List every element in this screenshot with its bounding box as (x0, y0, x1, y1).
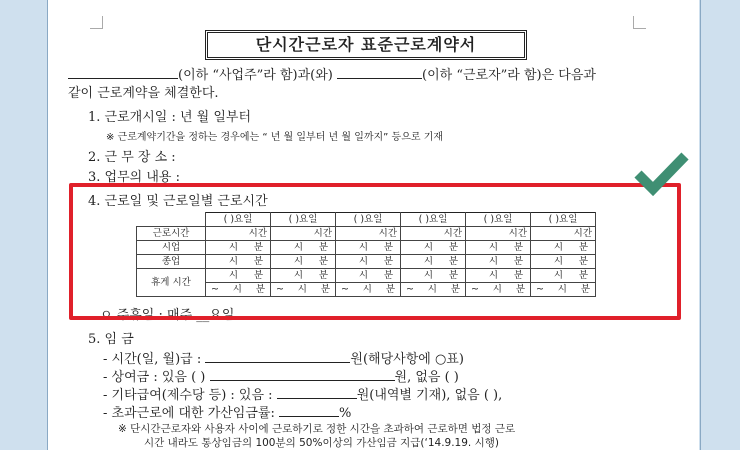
hours-cell[interactable]: 시간 (401, 227, 466, 241)
row-label-hours: 근로시간 (137, 227, 206, 241)
row-label-end: 종업 (137, 255, 206, 269)
end-cell[interactable]: 시 분 (206, 255, 271, 269)
check-icon (633, 150, 691, 196)
day-header[interactable]: ( )요일 (206, 213, 271, 227)
wage-line-hourly: - 시간(일, 월)급 : 원(해당사항에 ○표) (103, 348, 464, 367)
viewer-left-margin (0, 0, 48, 450)
intro-text-b: (이하 “근로자”라 함)은 다음과 (422, 68, 596, 83)
intro-line-1 (68, 64, 596, 83)
document-title: 단시간근로자 표준근로계약서 (205, 30, 527, 60)
hours-cell[interactable]: 시간 (206, 227, 271, 241)
start-cell[interactable]: 시 분 (206, 241, 271, 255)
break-end-cell[interactable]: ~ 시 분 (336, 283, 401, 297)
item-duties: 3. 업무의 내용 : (88, 170, 180, 185)
other-pay-blank[interactable] (277, 385, 357, 399)
weekly-holiday: ㅇ 주휴일 : 매주 __요일 (100, 308, 235, 323)
overtime-note-1: ※ 단시간근로자와 사용자 사이에 근로하기로 정한 시간을 초과하여 근로하면 법정 근로 (118, 423, 516, 435)
break-start-cell[interactable]: 시 분 (336, 269, 401, 283)
start-date-note: ※ 근로계약기간을 정하는 경우에는 “ 년 월 일부터 년 월 일까지” 등으로 기재 (106, 132, 444, 143)
employee-blank[interactable] (337, 65, 422, 79)
break-start-cell[interactable]: 시 분 (206, 269, 271, 283)
hours-cell[interactable]: 시간 (531, 227, 596, 241)
intro-text-a: (이하 “사업주”라 함)과(와) (178, 68, 333, 83)
crop-mark-top-left (90, 16, 103, 29)
intro-line-2: 같이 근로계약을 체결한다. (68, 86, 219, 101)
day-header[interactable]: ( )요일 (531, 213, 596, 227)
day-header[interactable]: ( )요일 (466, 213, 531, 227)
hours-cell[interactable]: 시간 (271, 227, 336, 241)
item-wage: 5. 임 금 (88, 332, 134, 347)
day-header[interactable]: ( )요일 (336, 213, 401, 227)
item-working-hours: 4. 근로일 및 근로일별 근로시간 (88, 194, 268, 209)
break-start-cell[interactable]: 시 분 (531, 269, 596, 283)
break-end-cell[interactable]: ~ 시 분 (466, 283, 531, 297)
end-cell[interactable]: 시 분 (531, 255, 596, 269)
break-start-cell[interactable]: 시 분 (271, 269, 336, 283)
document-page (48, 0, 699, 450)
hourly-wage-blank[interactable] (205, 349, 350, 363)
row-label-break: 휴게 시간 (137, 269, 206, 297)
day-header[interactable]: ( )요일 (271, 213, 336, 227)
employer-blank[interactable] (68, 65, 178, 79)
break-end-cell[interactable]: ~ 시 분 (531, 283, 596, 297)
wage-line-other: - 기타급여(제수당 등) : 있음 : 원(내역별 기재), 없음 ( ), (103, 384, 502, 403)
hours-cell[interactable]: 시간 (466, 227, 531, 241)
bonus-blank[interactable] (210, 367, 395, 381)
overtime-note-2: 시간 내라도 통상임금의 100분의 50%이상의 가산임금 지급(‘14.9.19. 시행) (144, 437, 499, 449)
start-cell[interactable]: 시 분 (336, 241, 401, 255)
day-header[interactable]: ( )요일 (401, 213, 466, 227)
break-start-cell[interactable]: 시 분 (401, 269, 466, 283)
end-cell[interactable]: 시 분 (271, 255, 336, 269)
item-start-date: 1. 근로개시일 : 년 월 일부터 (88, 110, 252, 125)
break-end-cell[interactable]: ~ 시 분 (206, 283, 271, 297)
break-start-cell[interactable]: 시 분 (466, 269, 531, 283)
start-cell[interactable]: 시 분 (271, 241, 336, 255)
break-end-cell[interactable]: ~ 시 분 (271, 283, 336, 297)
crop-mark-top-right (633, 16, 646, 29)
overtime-rate-blank[interactable] (279, 403, 339, 417)
item-workplace: 2. 근 무 장 소 : (88, 150, 176, 165)
row-label-start: 시업 (137, 241, 206, 255)
wage-line-bonus: - 상여금 : 있음 ( ) 원, 없음 ( ) (103, 366, 459, 385)
start-cell[interactable]: 시 분 (401, 241, 466, 255)
hours-cell[interactable]: 시간 (336, 227, 401, 241)
start-cell[interactable]: 시 분 (531, 241, 596, 255)
end-cell[interactable]: 시 분 (466, 255, 531, 269)
end-cell[interactable]: 시 분 (401, 255, 466, 269)
start-cell[interactable]: 시 분 (466, 241, 531, 255)
wage-line-overtime: - 초과근로에 대한 가산임금률: % (103, 402, 351, 421)
highlight-box (69, 183, 681, 320)
viewer-right-margin (700, 0, 740, 450)
end-cell[interactable]: 시 분 (336, 255, 401, 269)
break-end-cell[interactable]: ~ 시 분 (401, 283, 466, 297)
